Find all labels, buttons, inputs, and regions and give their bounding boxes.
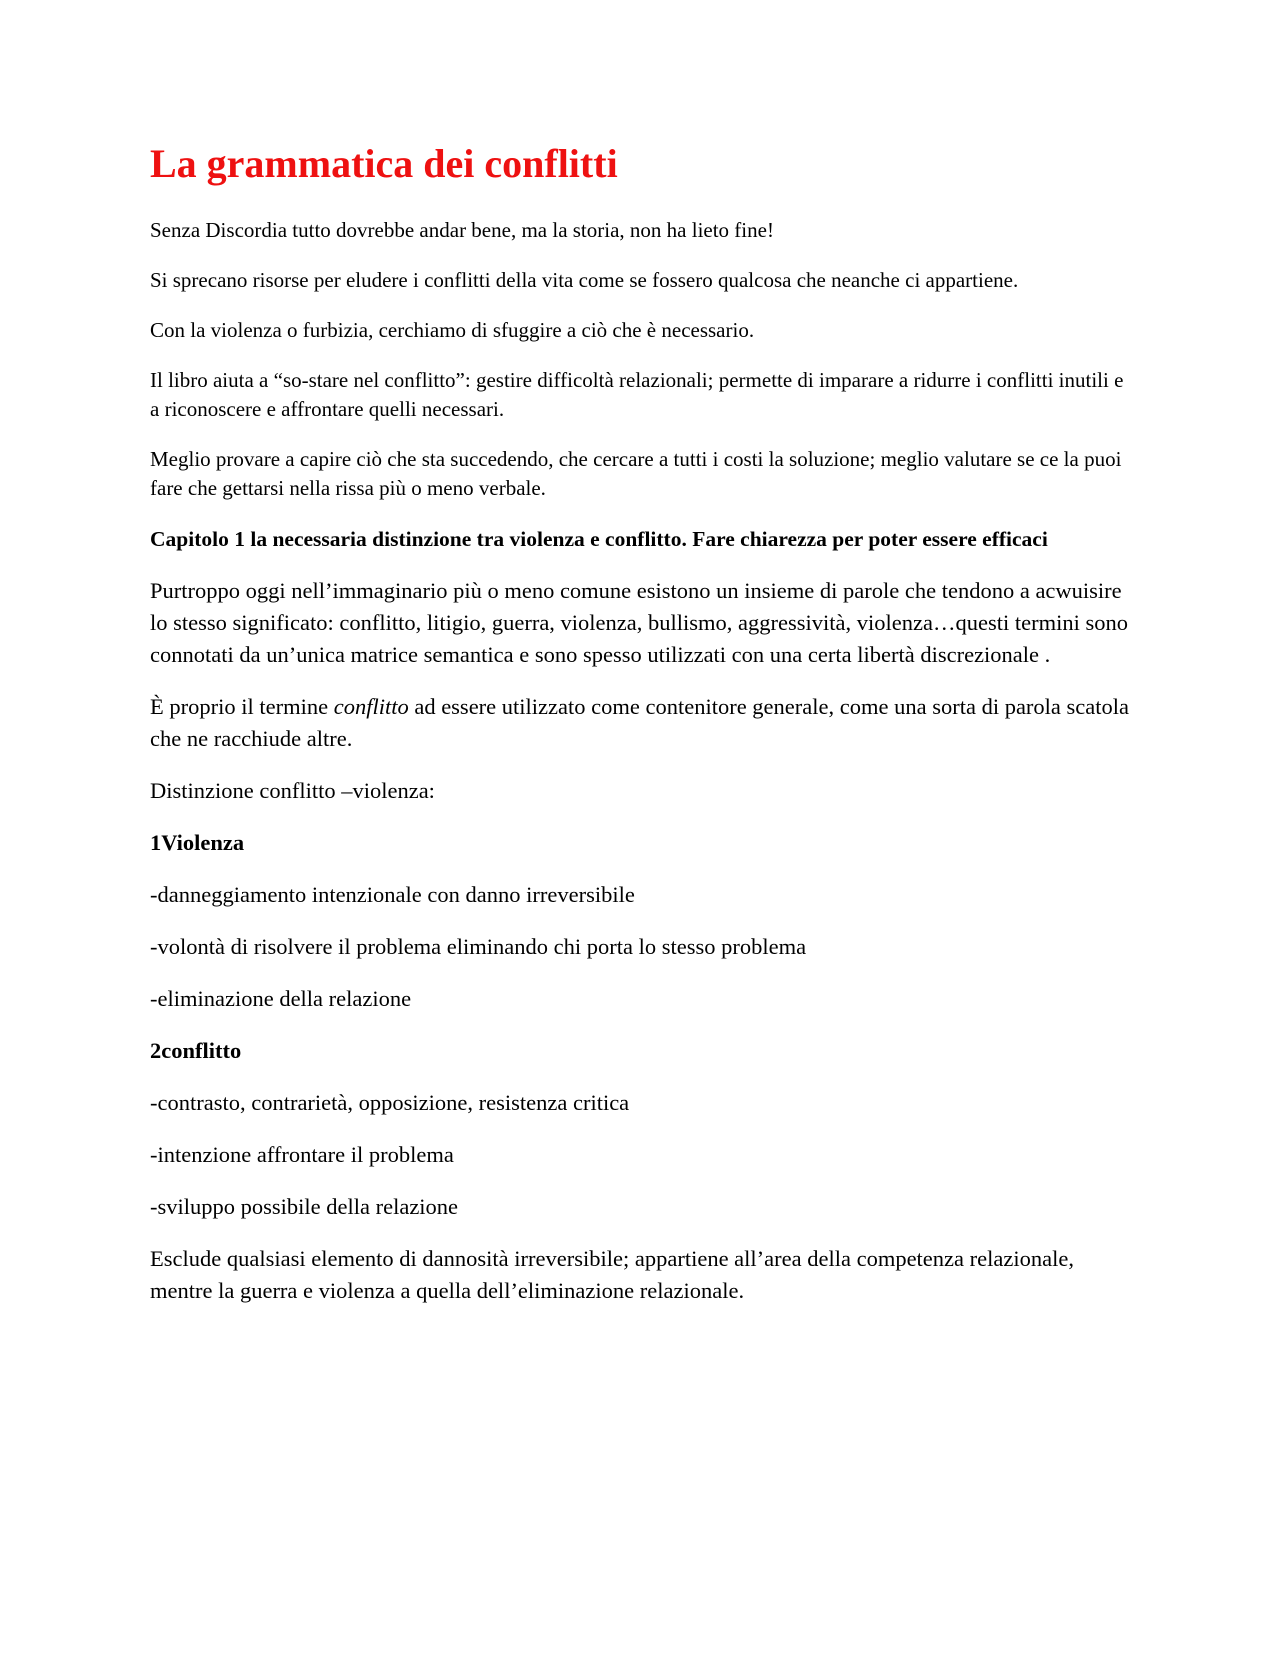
intro-paragraph: Il libro aiuta a “so-stare nel conflitto”: gestire difficoltà relazionali; permette di imparare a ridurre i conflitti inutili e a riconoscere e affrontare quelli necessari.	[150, 368, 1124, 421]
closing-section	[150, 1243, 1130, 1307]
emphasized-term: conflitto	[333, 694, 409, 719]
chapter-heading: Capitolo 1 la necessaria distinzione tra violenza e conflitto. Fare chiarezza per poter essere efficaci	[150, 527, 1048, 551]
document-title: La grammatica dei conflitti	[150, 141, 618, 186]
document-page	[150, 140, 1130, 1327]
text-run: È proprio il termine	[150, 694, 334, 719]
section-label-conflitto: 2conflitto	[150, 1038, 242, 1063]
intro-paragraph: Meglio provare a capire ciò che sta succedendo, che cercare a tutti i costi la soluzione; meglio valutare se ce la puoi fare che gettarsi nella rissa più o meno verbale.	[150, 447, 1122, 500]
text-run: ad essere utilizzato come contenitore generale, come una sorta di parola scatola che ne racchiude altre.	[150, 694, 1129, 751]
body-paragraph-emphasis	[150, 691, 1130, 755]
list-item: -eliminazione della relazione	[150, 986, 412, 1011]
list-item: -danneggiamento intenzionale con danno irreversibile	[150, 882, 635, 907]
chapter-body	[150, 575, 1130, 807]
section-label-violenza: 1Violenza	[150, 830, 245, 855]
intro-section	[150, 216, 1130, 503]
intro-paragraph: Con la violenza o furbizia, cerchiamo di sfuggire a ciò che è necessario.	[150, 318, 755, 342]
list-item: -sviluppo possibile della relazione	[150, 1194, 459, 1219]
list-item: -contrasto, contrarietà, opposizione, resistenza critica	[150, 1090, 630, 1115]
list-item: -volontà di risolvere il problema eliminando chi porta lo stesso problema	[150, 934, 807, 959]
list-item: -intenzione affrontare il problema	[150, 1142, 454, 1167]
intro-paragraph: Senza Discordia tutto dovrebbe andar bene, ma la storia, non ha lieto fine!	[150, 218, 774, 242]
intro-paragraph: Si sprecano risorse per eludere i conflitti della vita come se fossero qualcosa che neanche ci appartiene.	[150, 268, 1019, 292]
closing-paragraph: Esclude qualsiasi elemento di dannosità irreversibile; appartiene all’area della competenza relazionale, mentre la guerra e violenza a quella dell’eliminazione relazionale.	[150, 1246, 1074, 1303]
body-paragraph: Purtroppo oggi nell’immaginario più o meno comune esistono un insieme di parole che tendono a acwuisire lo stesso significato: conflitto, litigio, guerra, violenza, bullismo, aggressività, violenza…questi termini sono connotati da un’unica matrice semantica e sono spesso utilizzati con una certa libertà discrezionale .	[150, 578, 1128, 667]
distinction-intro: Distinzione conflitto –violenza:	[150, 778, 435, 803]
